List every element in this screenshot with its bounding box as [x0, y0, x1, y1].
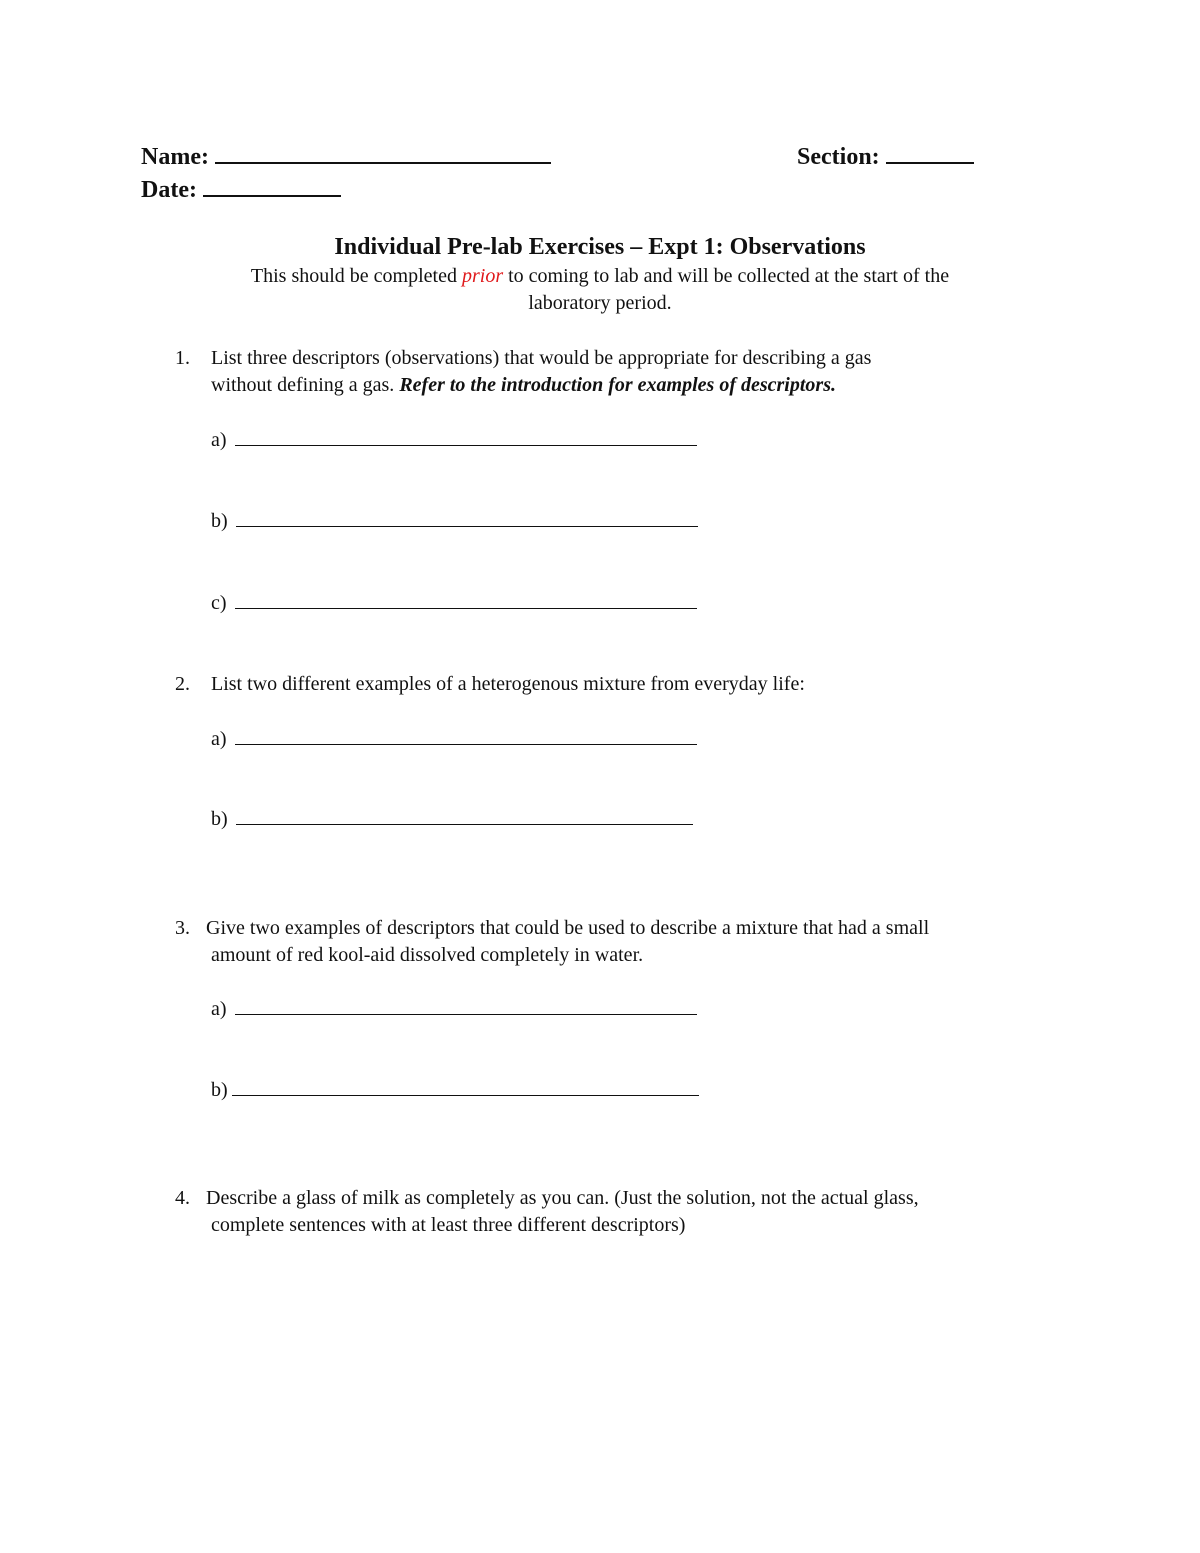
question-line: Give two examples of descriptors that could be used to describe a mixture that had a small: [206, 917, 930, 939]
answer-1a: [211, 427, 697, 452]
answer-line[interactable]: [235, 427, 697, 446]
question-number: 1.: [175, 347, 190, 369]
answer-label: a): [211, 728, 227, 750]
question-line: [211, 372, 871, 399]
section-field: [797, 142, 974, 171]
date-label: Date:: [141, 177, 197, 203]
intro-line-2: laboratory period.: [528, 292, 672, 314]
question-2-text: [211, 671, 805, 698]
question-line: Describe a glass of milk as completely as you can. (Just the solution, not the actual glass,: [206, 1187, 919, 1209]
question-line: complete sentences with at least three different descriptors): [211, 1214, 686, 1236]
answer-2b: [211, 806, 693, 831]
answer-3a: [211, 996, 697, 1021]
question-1-text: [211, 345, 871, 399]
question-3-text: [206, 915, 929, 969]
name-blank[interactable]: [215, 142, 551, 164]
answer-1b: [211, 508, 698, 533]
question-number: 2.: [175, 673, 190, 695]
answer-label: a): [211, 998, 227, 1020]
question-line: List two different examples of a heterogenous mixture from everyday life:: [211, 673, 805, 695]
answer-line[interactable]: [232, 1077, 699, 1096]
date-blank[interactable]: [203, 175, 341, 197]
question-4: [175, 1185, 190, 1212]
section-label: Section:: [797, 144, 880, 170]
answer-3b: [211, 1077, 699, 1102]
intro-highlight: prior: [461, 265, 504, 287]
question-3: [175, 915, 190, 942]
answer-line[interactable]: [235, 726, 697, 745]
question-1: [175, 345, 190, 372]
answer-label: b): [211, 1079, 228, 1101]
page-title: Individual Pre-lab Exercises – Expt 1: Observations: [334, 234, 866, 260]
intro-line-1: [0, 265, 1200, 288]
answer-line[interactable]: [236, 508, 698, 527]
date-field: [141, 175, 341, 204]
answer-label: b): [211, 510, 228, 532]
answer-1c: [211, 590, 697, 615]
question-number: 3.: [175, 917, 190, 939]
intro-text: This should be completed: [250, 265, 462, 287]
question-text: without defining a gas.: [211, 374, 400, 396]
question-number: 4.: [175, 1187, 190, 1209]
question-emphasis: Refer to the introduction for examples of descriptors.: [399, 374, 836, 396]
answer-label: a): [211, 429, 227, 451]
section-blank[interactable]: [886, 142, 974, 164]
name-label: Name:: [141, 144, 209, 170]
question-line: amount of red kool-aid dissolved completely in water.: [211, 944, 644, 966]
question-4-text: [206, 1185, 919, 1239]
answer-label: b): [211, 808, 228, 830]
answer-line[interactable]: [235, 590, 697, 609]
answer-line[interactable]: [236, 806, 693, 825]
question-2: [175, 671, 190, 698]
intro-text-cont: to coming to lab and will be collected at the start of the: [503, 265, 950, 287]
question-line: List three descriptors (observations) that would be appropriate for describing a gas: [211, 347, 872, 369]
answer-label: c): [211, 592, 227, 614]
name-field: [141, 142, 551, 171]
answer-2a: [211, 726, 697, 751]
answer-line[interactable]: [235, 996, 697, 1015]
